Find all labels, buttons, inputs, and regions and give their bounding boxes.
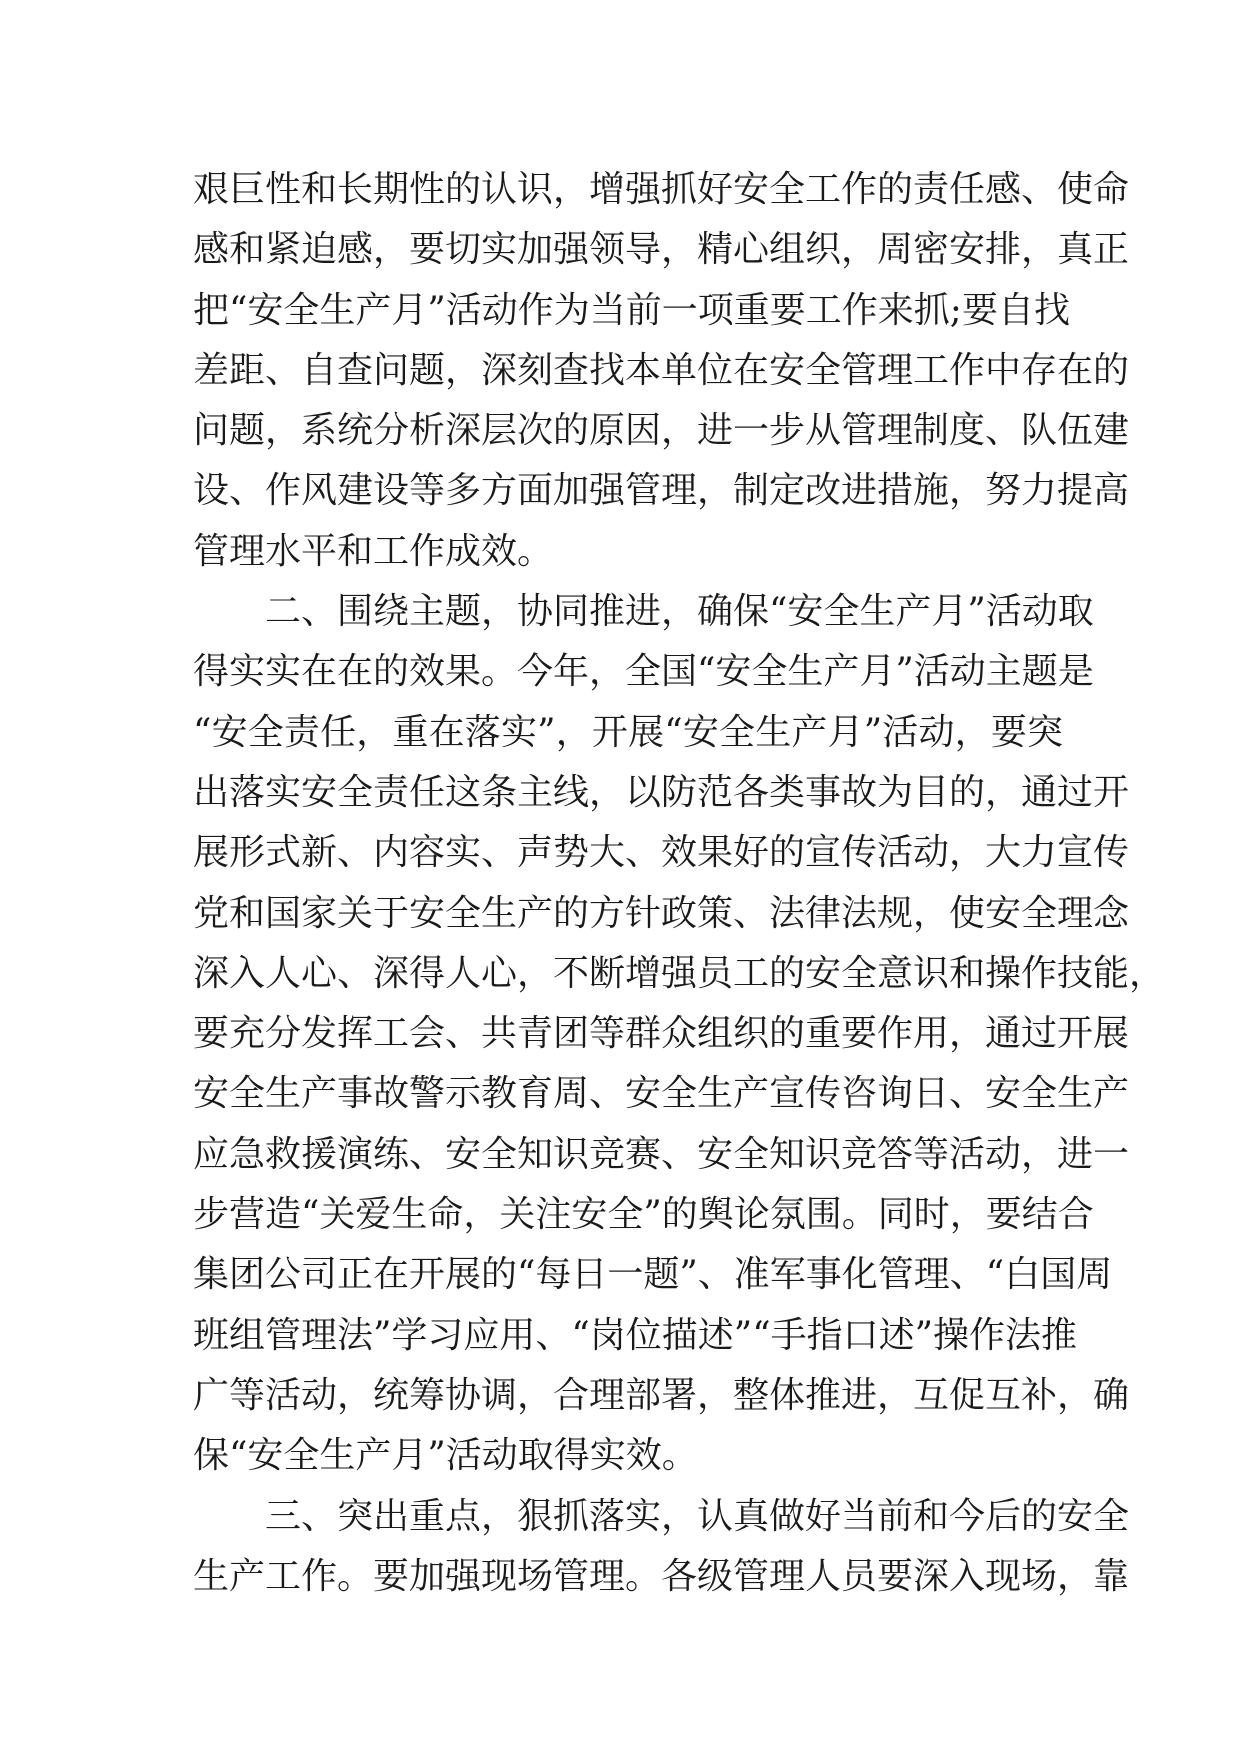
document-body	[193, 160, 1166, 1607]
text-line: 保“安全生产月”活动取得实效。	[193, 1435, 698, 1477]
text-line: 生产工作。要加强现场管理。各级管理人员要深入现场，靠	[193, 1555, 1130, 1597]
section-heading-line: 二、围绕主题，协同推进，确保“安全生产月”活动取	[265, 591, 1094, 633]
text-line: 得实实在在的效果。今年，全国“安全生产月”活动主题是	[193, 651, 1094, 693]
text-line: “安全责任，重在落实”，开展“安全生产月”活动，要突	[193, 711, 1063, 753]
text-line: 设、作风建设等多方面加强管理，制定改进措施，努力提高	[193, 470, 1130, 512]
text-line: 要充分发挥工会、共青团等群众组织的重要作用，通过开展	[193, 1013, 1130, 1055]
text-line: 出落实安全责任这条主线，以防范各类事故为目的，通过开	[193, 771, 1130, 813]
text-line: 艰巨性和长期性的认识，增强抓好安全工作的责任感、使命	[193, 169, 1130, 210]
text-line: 感和紧迫感，要切实加强领导，精心组织，周密安排，真正	[193, 229, 1130, 271]
text-line: 集团公司正在开展的“每日一题”、准军事化管理、“白国周	[193, 1254, 1113, 1296]
text-line: 问题，系统分析深层次的原因，进一步从管理制度、队伍建	[193, 410, 1130, 452]
text-line: 安全生产事故警示教育周、安全生产宣传咨询日、安全生产	[193, 1073, 1130, 1115]
text-line: 把“安全生产月”活动作为当前一项重要工作来抓;要自找	[193, 289, 1070, 331]
text-line: 差距、自查问题，深刻查找本单位在安全管理工作中存在的	[193, 349, 1130, 391]
text-line: 管理水平和工作成效。	[193, 530, 554, 572]
text-line: 班组管理法”学习应用、“岗位描述”“手指口述”操作法推	[193, 1314, 1078, 1356]
text-line: 深入人心、深得人心，不断增强员工的安全意识和操作技能，	[193, 952, 1166, 994]
text-line: 广等活动，统筹协调，合理部署，整体推进，互促互补，确	[193, 1374, 1130, 1416]
text-line: 展形式新、内容实、声势大、效果好的宣传活动，大力宣传	[193, 832, 1130, 874]
text-line: 步营造“关爱生命，关注安全”的舆论氛围。同时，要结合	[193, 1194, 1094, 1236]
text-line: 应急救援演练、安全知识竞赛、安全知识竞答等活动，进一	[193, 1133, 1130, 1175]
text-line: 党和国家关于安全生产的方针政策、法律法规，使安全理念	[193, 892, 1130, 934]
section-heading-line: 三、突出重点，狠抓落实，认真做好当前和今后的安全	[265, 1495, 1130, 1537]
